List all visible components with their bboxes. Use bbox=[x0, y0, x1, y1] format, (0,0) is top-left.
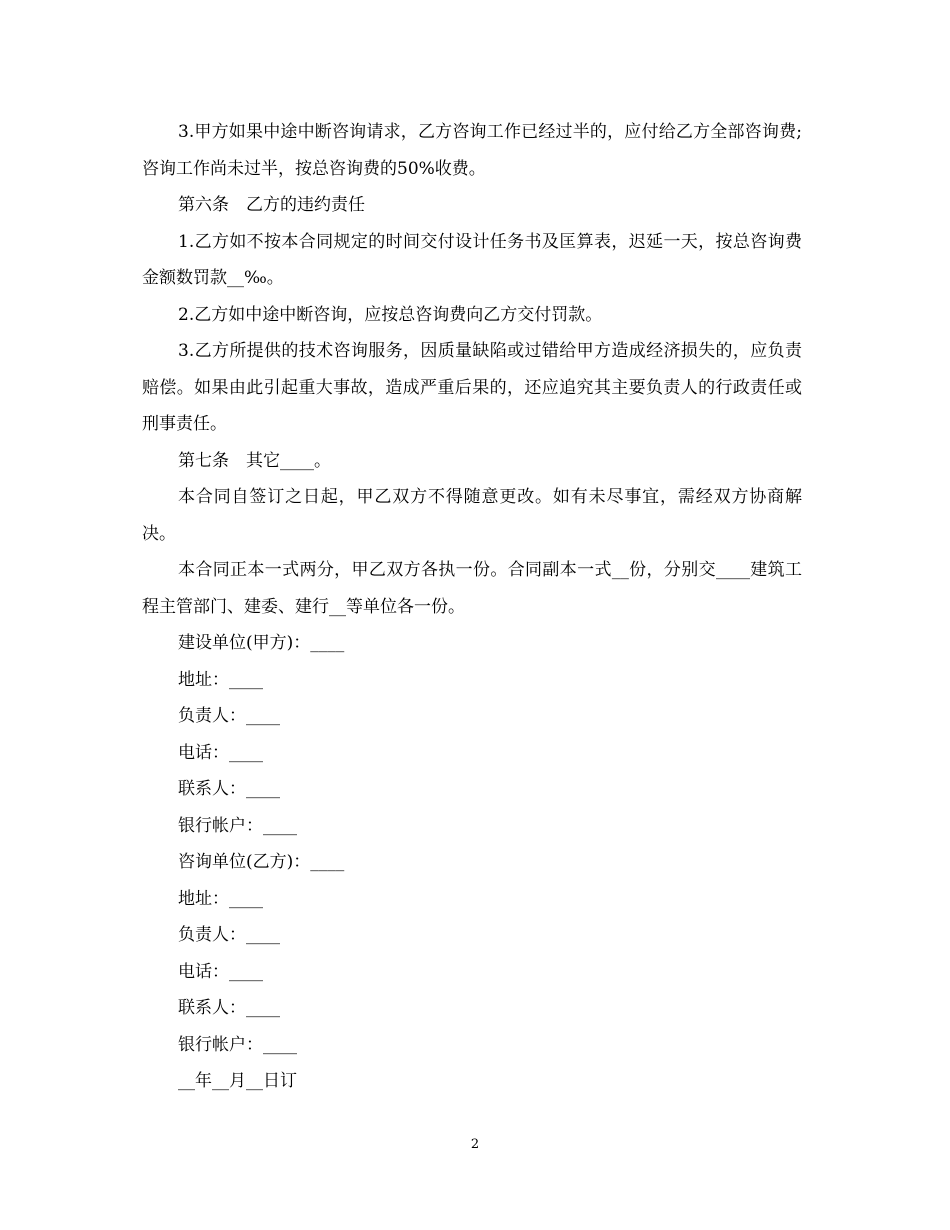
clause-5-item-3: 3.甲方如果中途中断咨询请求，乙方咨询工作已经过半的，应付给乙方全部咨询费;咨询工作尚未过半，按总咨询费的50%收费。 bbox=[142, 122, 802, 179]
party-b-bank-account: 银行帐户：____ bbox=[178, 1034, 297, 1055]
clause-6-item-3: 3.乙方所提供的技术咨询服务，因质量缺陷或过错给甲方造成经济损失的，应负责赔偿。如果由此引起重大事故，造成严重后果的，还应追究其主要负责人的行政责任或刑事责任。 bbox=[142, 341, 802, 434]
party-a-unit: 建设单位(甲方)：____ bbox=[178, 633, 345, 653]
clause-6-item-1: 1.乙方如不按本合同规定的时间交付设计任务书及匡算表，迟延一天，按总咨询费金额数罚款__‰。 bbox=[142, 231, 802, 288]
clause-6-item-2: 2.乙方如中途中断咨询，应按总咨询费向乙方交付罚款。 bbox=[178, 304, 603, 325]
party-a-principal: 负责人：____ bbox=[178, 706, 280, 726]
party-a-bank-account: 银行帐户：____ bbox=[178, 815, 297, 836]
amendment-paragraph: 本合同自签订之日起，甲乙双方不得随意更改。如有未尽事宜，需经双方协商解决。 bbox=[142, 487, 802, 544]
party-b-phone: 电话：____ bbox=[178, 961, 263, 982]
party-b-address: 地址：____ bbox=[178, 888, 263, 909]
document-body bbox=[142, 114, 802, 1100]
party-a-address: 地址：____ bbox=[178, 669, 263, 690]
copies-paragraph: 本合同正本一式两分，甲乙双方各执一份。合同副本一式__份，分别交____建筑工程主管部门、建委、建行__等单位各一份。 bbox=[142, 560, 802, 617]
signing-date: __年__月__日订 bbox=[178, 1071, 297, 1091]
article-7-heading: 第七条 其它____。 bbox=[178, 450, 331, 471]
page-number: 2 bbox=[470, 1137, 480, 1152]
party-b-contact: 联系人：____ bbox=[178, 998, 280, 1018]
article-6-heading: 第六条 乙方的违约责任 bbox=[178, 195, 365, 215]
party-a-phone: 电话：____ bbox=[178, 742, 263, 763]
party-b-unit: 咨询单位(乙方)：____ bbox=[178, 852, 345, 872]
party-a-contact: 联系人：____ bbox=[178, 779, 280, 799]
party-b-principal: 负责人：____ bbox=[178, 925, 280, 945]
